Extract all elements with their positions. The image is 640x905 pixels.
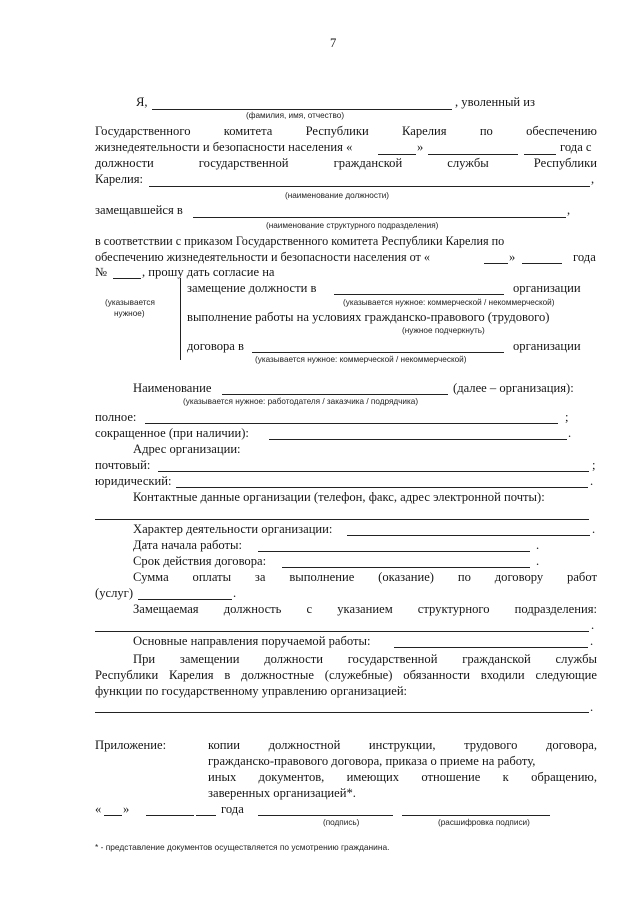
dismissal-day-field[interactable]: [378, 154, 416, 155]
sign-day-field[interactable]: [104, 815, 122, 816]
appendix-line-3: иных документов, имеющих отношение к обращению,: [208, 770, 597, 784]
short-name-field[interactable]: [269, 439, 567, 440]
position-field[interactable]: [149, 186, 590, 187]
position-line: должности государственной гражданской службы Республики: [95, 156, 597, 170]
position-caption: (наименование должности): [285, 191, 389, 200]
contacts-label: Контактные данные организации (телефон, факс, адрес электронной почты):: [133, 490, 545, 504]
order-number-field[interactable]: [113, 278, 141, 279]
dismissal-month-field[interactable]: [428, 154, 518, 155]
legal-address-field[interactable]: [176, 487, 588, 488]
replaced-position-line: Замещаемая должность с указанием структурного подразделения:: [133, 602, 597, 616]
activity-field[interactable]: [347, 535, 590, 536]
signature-field[interactable]: [258, 815, 393, 816]
committee-line-2: жизнедеятельности и безопасности населения «: [95, 140, 353, 154]
option-contract-work[interactable]: выполнение работы на условиях гражданско-правового (трудового): [187, 310, 550, 324]
payment-line: Сумма оплаты за выполнение (оказание) по договору работ: [133, 570, 597, 584]
fio-caption: (фамилия, имя, отчество): [246, 111, 345, 120]
document-page: 7 Я, , уволенный из (фамилия, имя, отчество) Государственного комитета Республики Карелия по обеспечению жизнедеятельности и безопасности населения « » года с должности государственной гражданской службы Республики Карелия: , (наименование должности) замещавшейся в , (наименование структурного подразделения) в соответствии с приказом Государственного комитета Республики Карелия по обеспечению жизнедеятельности и безопасности населения от « » года № , прошу дать согласие на (указывается нужное) замещение должности в организации (указывается нужное: коммерческой / некоммерческой) выполнение работы на условиях гражданско-правового (трудового) (нужное подчеркнуть) договора в организации (указывается нужное: коммерческой / некоммерческой) Наименование (далее – организация): (указывается нужное: работодателя / заказчика / подрядчика) полное: ; сокращенное (при наличии): . Адрес организации: почтовый: ; юридический: . Контактные данные организации (телефон, факс, адрес электронной почты): Характер деятельности организации: . Дата начала работы: . Срок действия договора: . Сумма оплаты за выполнение (оказание) по договору работ (услуг) . Замещаемая должность с указанием структурного подразделения: . Основные направления поручаемой работы: . При замещении должности государственной гражданской службы Республики Карелия в должностные (служебные) обязанности входили следующие функции по государственному управлению организацией: . Приложение: копии должностной инструкции, трудового договора, гражданско-правового договора, приказа о приеме на работу, иных документов, имеющих отношение к обращению, заверенных организацией*. « » года (подпись) (расшифровка подписи) * - представление документов осуществляется по усмотрению гражданина.: [95, 36, 597, 852]
sign-month-field[interactable]: [146, 815, 194, 816]
payment-field[interactable]: [138, 599, 232, 600]
option-replace-position[interactable]: замещение должности в: [187, 281, 317, 295]
contacts-field[interactable]: [95, 519, 589, 520]
ya-label: Я,: [136, 95, 148, 109]
committee-line: Государственного комитета Республики Карелия по обеспечению: [95, 124, 597, 138]
options-bracket: [180, 278, 181, 360]
functions-line-1: При замещении должности государственной гражданской службы: [133, 652, 597, 666]
transcript-caption: (расшифровка подписи): [438, 818, 530, 827]
postal-address-field[interactable]: [158, 471, 589, 472]
duties-field[interactable]: [394, 647, 588, 648]
contract-term-field[interactable]: [282, 567, 530, 568]
order-line: в соответствии с приказом Государственного комитета Республики Карелия по: [95, 234, 505, 248]
functions-line-3: функции по государственному управлению организацией:: [95, 684, 408, 698]
functions-field[interactable]: [95, 712, 589, 713]
org-type-field-1[interactable]: [334, 294, 504, 295]
dismissed-label: , уволенный из: [455, 95, 536, 109]
order-day-field[interactable]: [484, 263, 508, 264]
order-month-field[interactable]: [522, 263, 562, 264]
footnote: * - представление документов осуществляется по усмотрению гражданина.: [95, 842, 390, 852]
appendix-line-1: копии должностной инструкции, трудового договора,: [208, 738, 597, 752]
signature-transcript-field[interactable]: [402, 815, 550, 816]
functions-line-2: Республики Карелия в должностные (служебные) обязанности входили следующие: [95, 668, 597, 682]
appendix-label: Приложение:: [95, 738, 167, 752]
structural-caption: (наименование структурного подразделения): [266, 221, 439, 230]
structural-unit-field[interactable]: [193, 217, 566, 218]
address-heading: Адрес организации:: [133, 442, 241, 456]
appendix-line-4: заверенных организацией*.: [208, 786, 356, 800]
org-role-field[interactable]: [222, 394, 448, 395]
full-name-field[interactable]: [145, 423, 558, 424]
option-contract-in[interactable]: договора в: [187, 339, 244, 353]
appendix-line-2: гражданско-правового договора, приказа о приеме на работу,: [208, 754, 536, 768]
side-note-line1: (указывается: [105, 298, 155, 307]
org-type-field-2[interactable]: [252, 352, 504, 353]
start-date-field[interactable]: [258, 551, 530, 552]
signature-caption: (подпись): [323, 818, 360, 827]
sign-year-field[interactable]: [196, 815, 216, 816]
dismissal-year-field[interactable]: [524, 154, 556, 155]
fio-field[interactable]: [152, 109, 452, 110]
replaced-position-field[interactable]: [95, 631, 589, 632]
side-note-line2: нужное): [114, 309, 145, 318]
page-number: 7: [330, 36, 337, 50]
